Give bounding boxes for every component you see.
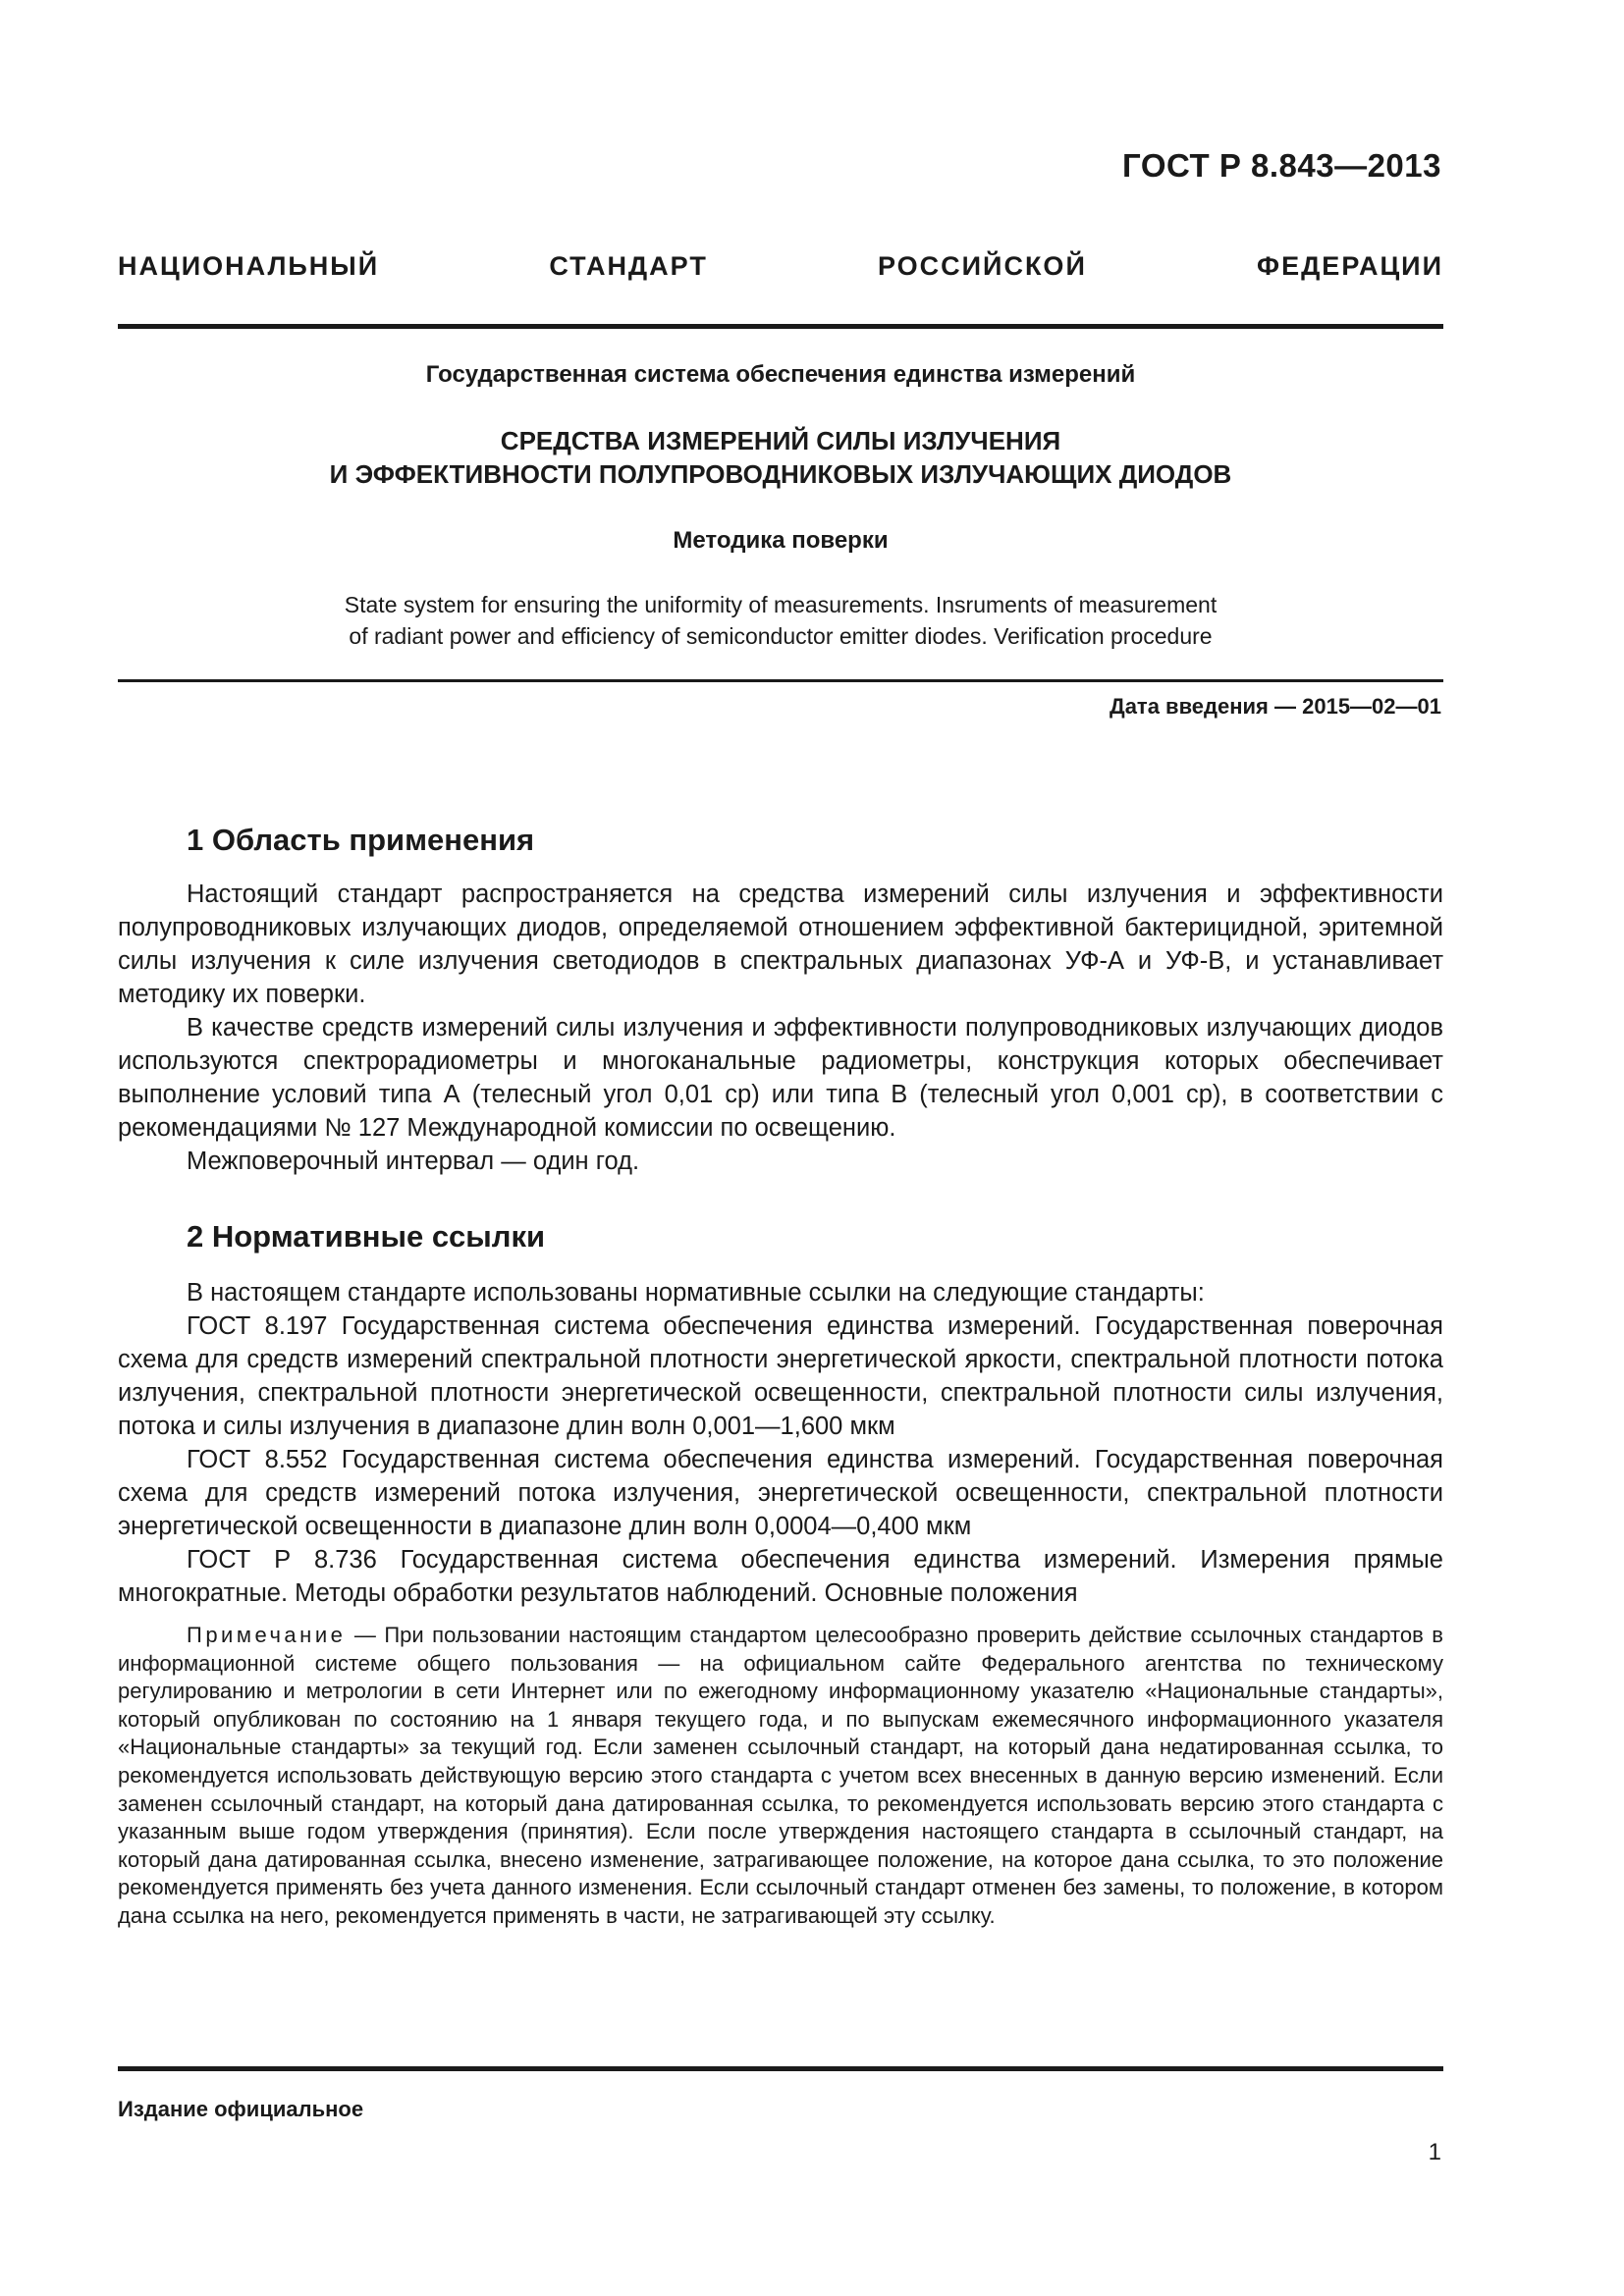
method-title: Методика поверки (673, 527, 889, 554)
section-2-heading: 2 Нормативные ссылки (187, 1219, 546, 1254)
paragraph: В настоящем стандарте использованы нормативные ссылки на следующие стандарты: (187, 1279, 1205, 1307)
paragraph: Настоящий стандарт распространяется на средства измерений силы излучения и эффективности полупроводниковых излучающих диодов, определяемой отношением эффективной бактерицидной, эритемной силы излучения к силе излучения светодиодов в спектральных диапазонах УФ-А и УФ-В, и устанавливает методику их поверки. (118, 881, 1443, 1008)
footer-divider (118, 2066, 1443, 2071)
introduction-date: Дата введения — 2015—02—01 (1110, 694, 1441, 719)
national-standard-banner: НАЦИОНАЛЬНЫЙ СТАНДАРТ РОССИЙСКОЙ ФЕДЕРАЦИИ (118, 251, 1443, 281)
english-title-line-1: State system for ensuring the uniformity of measurements. Insruments of measurement (344, 592, 1218, 617)
note (118, 1622, 1443, 1931)
edition-label: Издание официальное (118, 2097, 364, 2121)
note-text: — При пользовании настоящим стандартом целесообразно проверить действие ссылочных стандартов в информационной системе общего пользования — на официальном сайте Федерального агентства по техническому регулированию и метрологии в сети Интернет или по ежегодному информационному указателю «Национальные стандарты», который опубликован по состоянию на 1 января текущего года, и по выпускам ежемесячного информационного указателя «Национальные стандарты» за текущий год. Если заменен ссылочный стандарт, на который дана недатированная ссылка, то рекомендуется использовать действующую версию этого стандарта с учетом всех внесенных в данную версию изменений. Если заменен ссылочный стандарт, на который дана датированная ссылка, то рекомендуется использовать версию этого стандарта с указанным выше годом утверждения (принятия). Если после утверждения настоящего стандарта в ссылочный стандарт, на который дана датированная ссылка, внесено изменение, затрагивающее положение, на которое дана ссылка, то это положение рекомендуется применять без учета данного изменения. Если ссылочный стандарт отменен без замены, то положение, в котором дана ссылка на него, рекомендуется применять в части, не затрагивающей эту ссылку. (118, 1623, 1443, 1928)
title-divider (118, 679, 1443, 682)
page-number: 1 (1428, 2139, 1441, 2165)
section-2-body (118, 1276, 1443, 1610)
paragraph: Межповерочный интервал — один год. (187, 1148, 640, 1175)
note-block (118, 1622, 1443, 1931)
english-title-line-2: of radiant power and efficiency of semiconductor emitter diodes. Verification procedure (349, 623, 1213, 649)
reference-gost-r-8-736: ГОСТ Р 8.736 Государственная система обеспечения единства измерений. Измерения прямые многократные. Методы обработки результатов наблюдений. Основные положения (118, 1546, 1443, 1607)
note-label: Примечание (187, 1623, 347, 1647)
header-divider (118, 324, 1443, 329)
section-1-body (118, 878, 1443, 1178)
main-title (118, 424, 1443, 491)
main-title-line-2: И ЭФФЕКТИВНОСТИ ПОЛУПРОВОДНИКОВЫХ ИЗЛУЧАЮЩИХ ДИОДОВ (329, 459, 1232, 489)
section-1-heading: 1 Область применения (187, 823, 535, 857)
main-title-line-1: СРЕДСТВА ИЗМЕРЕНИЙ СИЛЫ ИЗЛУЧЕНИЯ (500, 426, 1061, 455)
paragraph: В качестве средств измерений силы излучения и эффективности полупроводниковых излучающих диодов используются спектрорадиометры и многоканальные радиометры, конструкция которых обеспечивает выполнение условий типа А (телесный угол 0,01 ср) или типа В (телесный угол 0,001 ср), в соответствии с рекомендациями № 127 Международной комиссии по освещению. (118, 1014, 1443, 1142)
document-id: ГОСТ Р 8.843—2013 (1122, 147, 1441, 184)
reference-gost-8-197: ГОСТ 8.197 Государственная система обеспечения единства измерений. Государственная поверочная схема для средств измерений спектральной плотности энергетической яркости, спектральной плотности потока излучения, спектральной плотности энергетической освещенности, спектральной плотности силы излучения, потока и силы излучения в диапазоне длин волн 0,001—1,600 мкм (118, 1312, 1443, 1440)
reference-gost-8-552: ГОСТ 8.552 Государственная система обеспечения единства измерений. Государственная поверочная схема для средств измерений потока излучения, энергетической освещенности, спектральной плотности энергетической освещенности в диапазоне длин волн 0,0004—0,400 мкм (118, 1446, 1443, 1540)
system-title: Государственная система обеспечения единства измерений (425, 361, 1136, 388)
english-title (118, 589, 1443, 652)
